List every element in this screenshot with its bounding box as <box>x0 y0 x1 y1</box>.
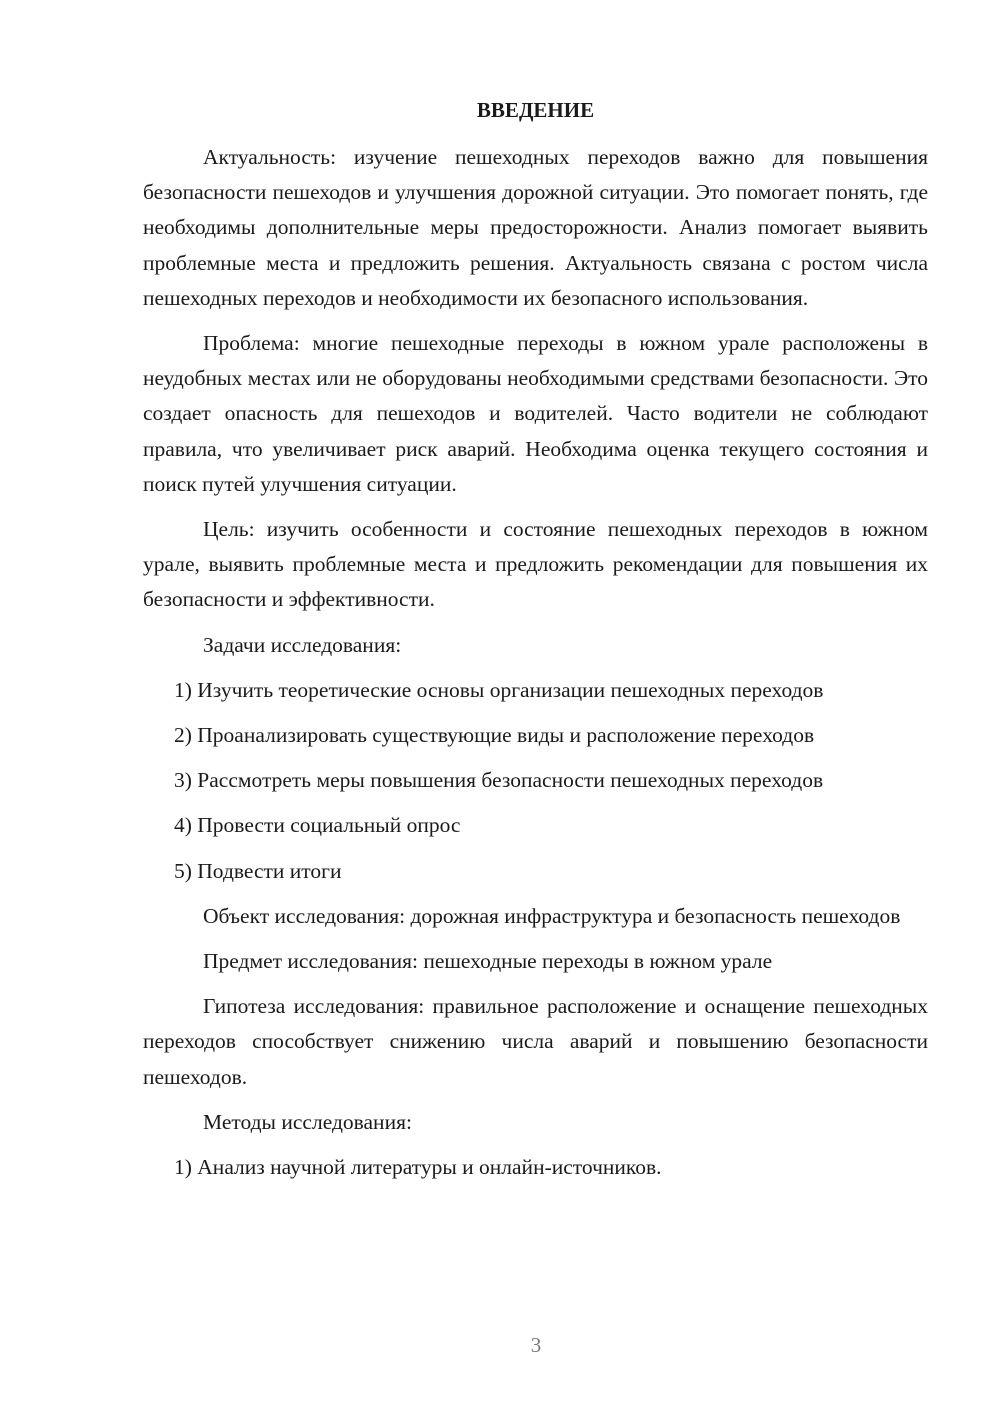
list-item: 1) Изучить теоретические основы организации пешеходных переходов <box>174 677 824 702</box>
hypothesis-paragraph: Гипотеза исследования: правильное расположение и оснащение пешеходных переходов способствует снижению числа аварий и повышению безопасности пешеходов. <box>143 994 928 1089</box>
tasks-title: Задачи исследования: <box>203 632 402 657</box>
page-content <box>143 94 928 1195</box>
relevance-paragraph: Актуальность: изучение пешеходных переходов важно для повышения безопасности пешеходов и улучшения дорожной ситуации. Это помогает понять, где необходимы дополнительные меры предосторожности. Анализ помогает выявить проблемные места и предложить решения. Актуальность связана с ростом числа пешеходных переходов и необходимости их безопасного использования. <box>143 145 928 310</box>
list-item: 3) Рассмотреть меры повышения безопасности пешеходных переходов <box>174 768 824 793</box>
goal-paragraph: Цель: изучить особенности и состояние пешеходных переходов в южном урале, выявить проблемные места и предложить рекомендации для повышения их безопасности и эффективности. <box>143 517 928 612</box>
object-paragraph: Объект исследования: дорожная инфраструктура и безопасность пешеходов <box>203 903 901 928</box>
section-heading: ВВЕДЕНИЕ <box>476 98 595 122</box>
tasks-list <box>143 673 928 889</box>
list-item: 5) Подвести итоги <box>174 858 342 883</box>
page-number: 3 <box>530 1333 542 1357</box>
methods-title: Методы исследования: <box>203 1109 412 1134</box>
problem-paragraph: Проблема: многие пешеходные переходы в южном урале расположены в неудобных местах или не оборудованы необходимыми средствами безопасности. Это создает опасность для пешеходов и водителей. Часто водители не соблюдают правила, что увеличивает риск аварий. Необходима оценка текущего состояния и поиск путей улучшения ситуации. <box>143 331 928 496</box>
subject-paragraph: Предмет исследования: пешеходные переходы в южном урале <box>203 949 773 974</box>
list-item: 1) Анализ научной литературы и онлайн-источников. <box>174 1155 662 1180</box>
methods-list <box>143 1150 928 1185</box>
list-item: 2) Проанализировать существующие виды и расположение переходов <box>174 723 815 748</box>
list-item: 4) Провести социальный опрос <box>174 813 461 838</box>
